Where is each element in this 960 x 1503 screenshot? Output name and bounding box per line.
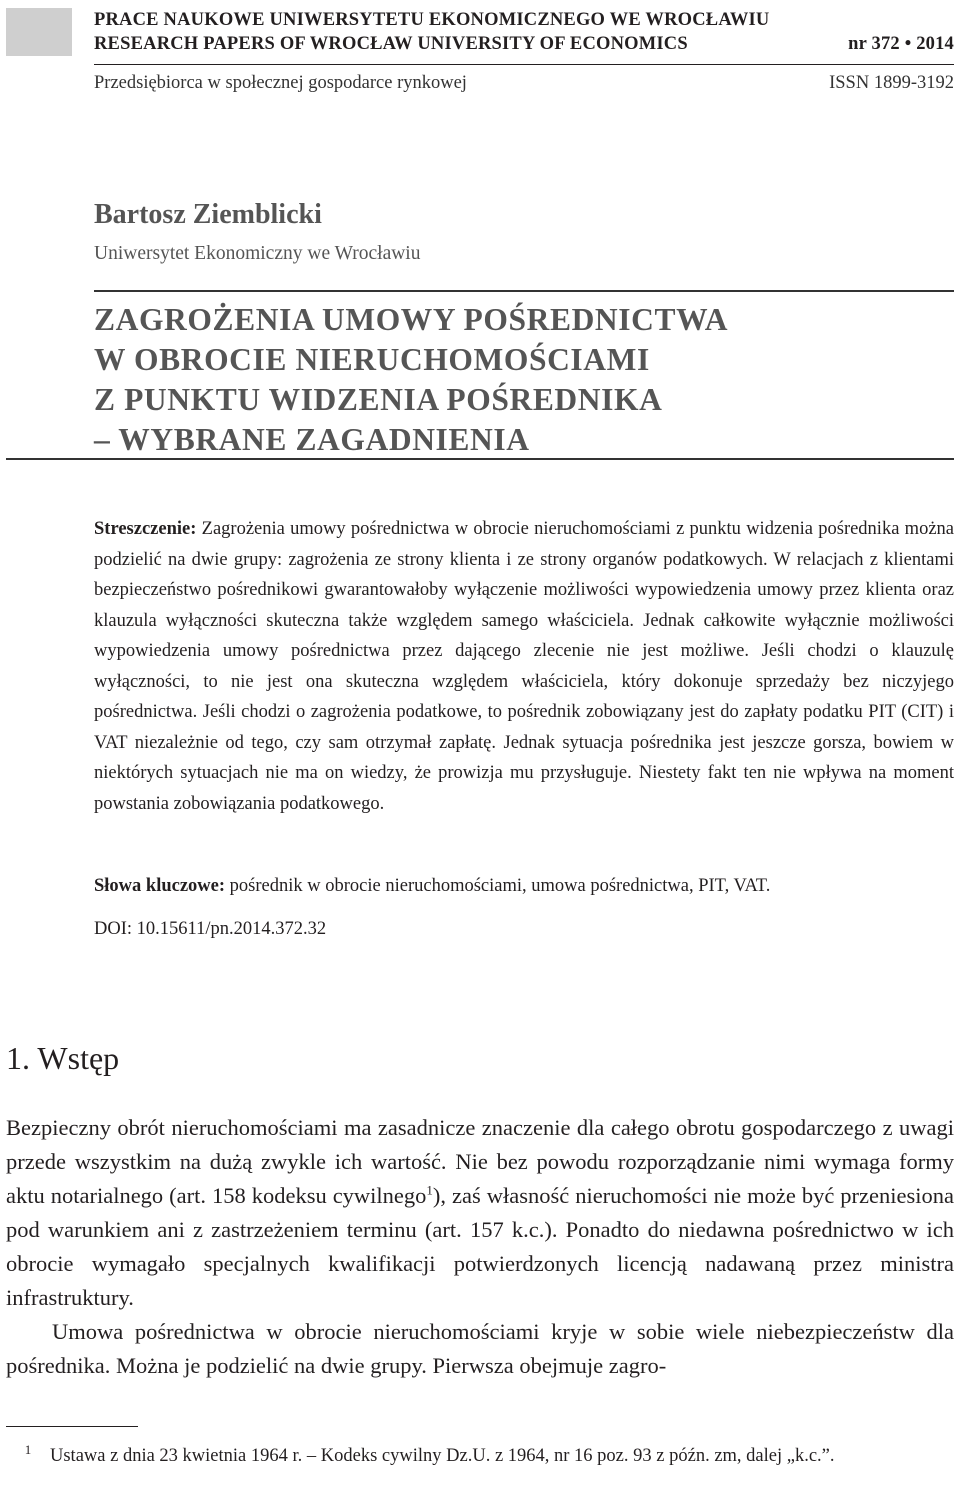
- journal-title-pl: PRACE NAUKOWE UNIWERSYTETU EKONOMICZNEGO WE WROCŁAWIU: [94, 10, 770, 30]
- header-rule: [94, 64, 954, 65]
- paper-title: [94, 300, 954, 460]
- paragraph-text: Bezpieczny obrót nieruchomościami ma zasadnicze znaczenie dla całego obrotu gospodarczego z uwagi przede wszystkim na dużą zwykle ich wartość. Nie bez powodu rozporządzanie nimi wymaga formy aktu notarialnego (art. 158 kodeksu cywilnego: [6, 1115, 954, 1208]
- header-gray-box: [6, 8, 72, 56]
- title-line: Z PUNKTU WIDZENIA POŚREDNIKA: [94, 382, 663, 417]
- section-heading: 1. Wstęp: [6, 1040, 120, 1076]
- abstract-label: Streszczenie:: [94, 519, 197, 539]
- issn: ISSN 1899-3192: [829, 73, 954, 93]
- paragraph: [6, 1111, 954, 1315]
- journal-title-en: RESEARCH PAPERS OF WROCŁAW UNIVERSITY OF ECONOMICS: [94, 34, 688, 54]
- author-affiliation: Uniwersytet Ekonomiczny we Wrocławiu: [94, 243, 421, 264]
- abstract: [94, 514, 954, 819]
- footnote-text: Ustawa z dnia 23 kwietnia 1964 r. – Kodeks cywilny Dz.U. z 1964, nr 16 poz. 93 z późn. zm, dalej „k.c.”.: [50, 1446, 835, 1466]
- title-line: ZAGROŻENIA UMOWY POŚREDNICTWA: [94, 302, 729, 337]
- title-rule-top: [94, 290, 954, 292]
- doi: DOI: 10.15611/pn.2014.372.32: [94, 919, 327, 939]
- title-line: W OBROCIE NIERUCHOMOŚCIAMI: [94, 342, 650, 377]
- title-rule-bottom: [6, 458, 954, 460]
- title-line: – WYBRANE ZAGADNIENIA: [94, 422, 530, 457]
- footnote-ref[interactable]: 1: [426, 1182, 433, 1198]
- footnote-rule: [6, 1426, 138, 1427]
- keywords-label: Słowa kluczowe:: [94, 876, 226, 896]
- keywords: [94, 873, 954, 899]
- author-name: Bartosz Ziemblicki: [94, 199, 322, 230]
- series-title: Przedsiębiorca w społecznej gospodarce rynkowej: [94, 73, 467, 93]
- series-row: [94, 73, 954, 94]
- issue-number: nr 372 • 2014: [848, 34, 954, 54]
- abstract-text: Zagrożenia umowy pośrednictwa w obrocie nieruchomościami z punktu widzenia pośrednika można podzielić na dwie grupy: zagrożenia ze strony klienta i ze strony organów podatkowych. W relacjach z klientami bezpieczeństwo pośrednikowi gwarantowałoby wyłączenie możliwości wypowiedzenia umowy przez klienta oraz klauzula wyłączności skuteczna także względem samego właściciela. Jednak całkowite wyłącznie możliwości wypowiedzenia umowy pośrednictwa przez dającego zlecenie nie jest możliwe. Jeśli chodzi o klauzulę wyłączności, to nie jest ona skuteczna względem właściciela, który dokonuje sprzedaży bez niczyjego pośrednictwa. Jeśli chodzi o zagrożenia podatkowe, to pośrednik zobowiązany jest do zapłaty podatku PIT (CIT) i VAT niezależnie od tego, czy sam otrzymał zapłatę. Jednak sytuacja pośrednika jest jeszcze gorsza, bowiem w niektórych sytuacjach nie ma on wiedzy, że prowizja mu przysługuje. Niestety fakt ten nie wpływa na moment powstania zobowiązania podatkowego.: [94, 519, 954, 814]
- paragraph: Umowa pośrednictwa w obrocie nieruchomościami kryje w sobie wiele niebezpieczeństw dla pośrednika. Można je podzielić na dwie grupy. Pierwsza obejmuje zagro-: [6, 1319, 954, 1378]
- footnote: [6, 1441, 954, 1471]
- footnote-number: 1: [24, 1442, 32, 1457]
- paragraph-text: ), zaś własność nieruchomości nie może być przeniesiona pod warunkiem ani z zastrzeżeniem terminu (art. 157 k.c.). Ponadto do niedawna pośrednictwo w ich obrocie wymagało specjalnych kwalifikacji potwierdzonych licencją nadawaną przez ministra infrastruktury.: [6, 1183, 954, 1310]
- journal-header: [94, 8, 954, 56]
- body-text: [6, 1111, 954, 1383]
- keywords-text: pośrednik w obrocie nieruchomościami, umowa pośrednictwa, PIT, VAT.: [229, 876, 771, 896]
